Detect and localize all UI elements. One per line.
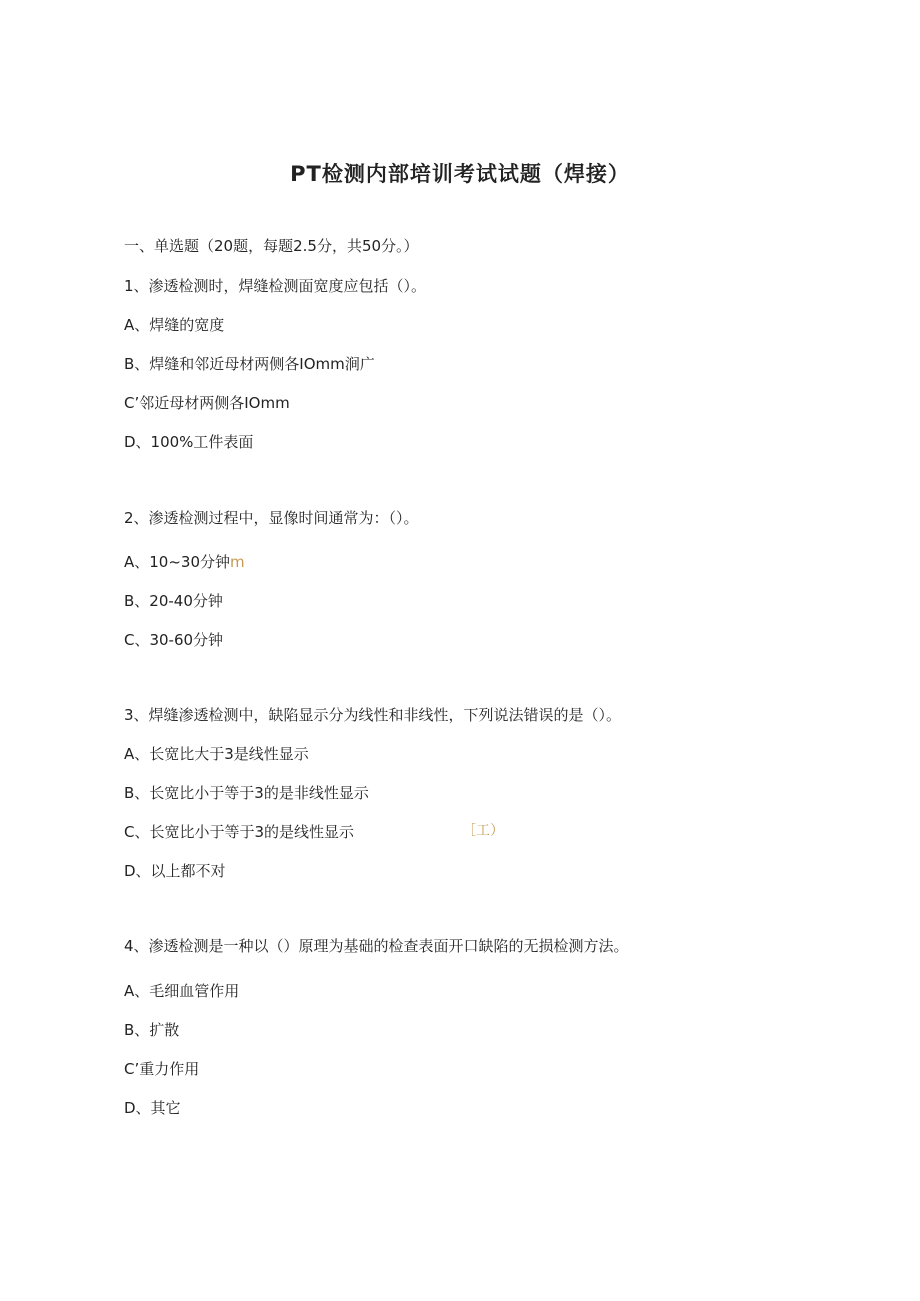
question-2-stray-mark: m xyxy=(230,553,245,571)
question-2-option-a-text: A、10~30分钟 xyxy=(124,553,231,571)
question-3-option-b: B、长宽比小于等于3的是非线性显示 xyxy=(124,784,369,802)
question-4-option-b: B、扩散 xyxy=(124,1021,180,1039)
question-2-stem: 2、渗透检测过程中，显像时间通常为：（）。 xyxy=(124,509,419,527)
question-3-option-a: A、长宽比大于3是线性显示 xyxy=(124,745,309,763)
question-3-margin-note: ［工） xyxy=(462,823,504,839)
section-heading: 一、单选题（20题，每题2.5分，共50分。） xyxy=(124,237,419,255)
question-4-stem: 4、渗透检测是一种以（）原理为基础的检查表面开口缺陷的无损检测方法。 xyxy=(124,937,629,955)
question-1-option-a: A、焊缝的宽度 xyxy=(124,316,225,334)
question-2-option-c: C、30-60分钟 xyxy=(124,631,224,649)
question-3-option-c: C、长宽比小于等于3的是线性显示 xyxy=(124,823,355,841)
question-4-option-d: D、其它 xyxy=(124,1099,181,1117)
question-1-option-d: D、100%工件表面 xyxy=(124,433,254,451)
question-2-option-a xyxy=(124,551,245,572)
question-4-option-c: C’重力作用 xyxy=(124,1060,200,1078)
question-4-option-a: A、毛细血管作用 xyxy=(124,982,240,1000)
question-1-option-c: C’邻近母材两侧各IOmm xyxy=(124,394,290,412)
question-1-option-b: B、焊缝和邻近母材两侧各IOmm涧广 xyxy=(124,355,375,373)
question-3-option-d: D、以上都不对 xyxy=(124,862,226,880)
question-1-stem: 1、渗透检测时，焊缝检测面宽度应包括（）。 xyxy=(124,277,427,295)
question-3-stem: 3、焊缝渗透检测中，缺陷显示分为线性和非线性，下列说法错误的是（）。 xyxy=(124,706,622,724)
question-2-option-b: B、20-40分钟 xyxy=(124,592,223,610)
page-title: PT检测内部培训考试试题（焊接） xyxy=(290,162,630,186)
